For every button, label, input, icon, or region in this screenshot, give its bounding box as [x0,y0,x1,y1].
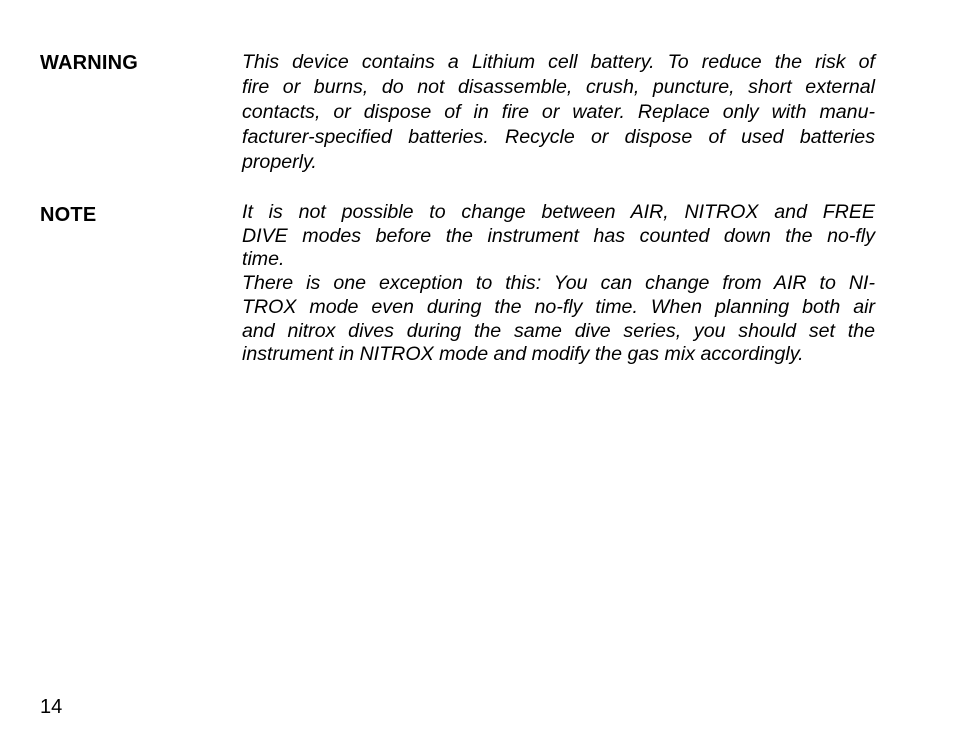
warning-line: properly. [242,151,317,173]
note-line: It is not possible to change between AIR, NITROX and FREE [242,201,875,223]
note-label: NOTE [40,204,97,226]
page-number: 14 [40,696,63,718]
note-line: time. [242,248,285,271]
warning-line: facturer-specified batteries. Recycle or dispose of used batteries [242,126,875,148]
warning-text [242,50,875,175]
note-line: There is one exception to this: You can change from AIR to NI- [242,272,875,295]
note-line: TROX mode even during the no-fly time. When planning both air [242,295,875,318]
warning-line: contacts, or dispose of in fire or water. Replace only with manu- [242,101,875,123]
warning-label: WARNING [40,52,139,74]
warning-line: This device contains a Lithium cell battery. To reduce the risk of [242,51,875,73]
note-line: instrument in NITROX mode and modify the gas mix accordingly. [242,343,804,366]
note-text [242,201,875,367]
note-line: and nitrox dives during the same dive series, you should set the [242,319,875,342]
note-line: DIVE modes before the instrument has counted down the no-fly [242,224,875,247]
warning-line: fire or burns, do not disassemble, crush, puncture, short external [242,76,875,98]
